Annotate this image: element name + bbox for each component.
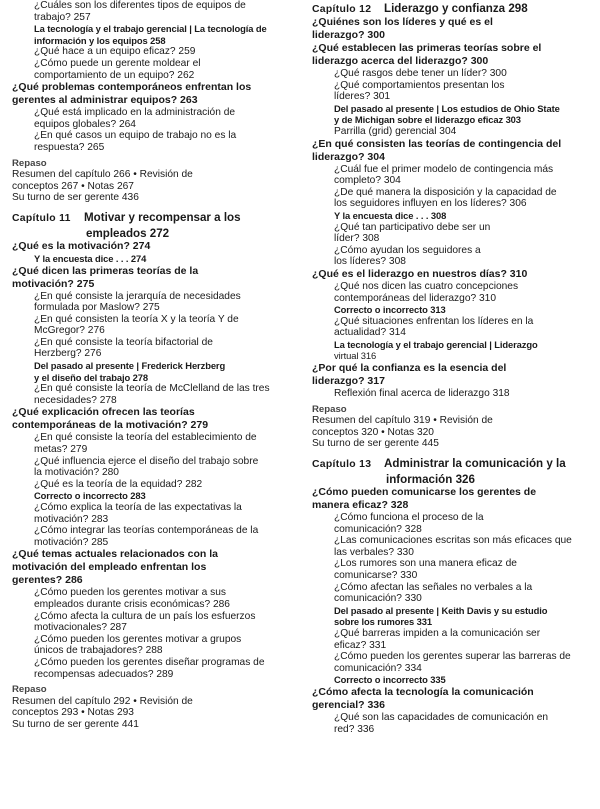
toc-section-heading: motivación del empleado enfrentan los [12,561,207,574]
toc-entry: ¿Cómo pueden los gerentes superar las barreras de [334,651,571,663]
toc-entry: Resumen del capítulo 319 • Revisión de [312,415,493,427]
toc-entry: ¿Los rumores son una manera eficaz de [334,558,517,570]
toc-feature-entry: Del pasado al presente | Frederick Herzberg [34,360,226,372]
toc-entry: equipos globales? 264 [34,118,136,130]
toc-entry: motivacionales? 287 [34,622,127,634]
toc-entry: Resumen del capítulo 266 • Revisión de [12,169,193,181]
toc-section-heading: ¿Qué temas actuales relacionados con la [12,548,218,561]
toc-section-heading: ¿Cómo afecta la tecnología la comunicación [312,685,534,698]
toc-entry: ¿De qué manera la disposición y la capacidad de [334,186,557,198]
toc-entry: comunicación? 334 [334,662,422,674]
toc-entry: Su turno de ser gerente 445 [312,438,439,450]
chapter-heading [312,2,592,16]
chapter-label: Capítulo 12 [312,4,372,15]
toc-entry: motivación? 285 [34,536,109,548]
toc-section-heading: ¿Por qué la confianza es la esencia del [312,362,507,375]
toc-section-heading: ¿Qué explicación ofrecen las teorías [12,406,195,419]
toc-feature-entry: La tecnología y el trabajo gerencial | La tecnología de [34,23,267,35]
toc-feature-entry: Y la encuesta dice . . . 274 [34,252,147,264]
toc-entry: trabajo? 257 [34,11,91,23]
chapter-title: Motivar y recompensar a los [84,210,241,224]
chapter-title: Administrar la comunicación y la [384,457,566,471]
toc-section-heading: gerentes al administrar equipos? 263 [12,94,198,107]
toc-entry: completo? 304 [334,175,401,187]
toc-section-heading: manera eficaz? 328 [312,499,409,512]
toc-entry: comunicación? 330 [334,593,422,605]
right-column [312,0,592,735]
toc-feature-entry: Del pasado al presente | Keith Davis y su estudio [334,604,548,616]
toc-feature-entry: Correcto o incorrecto 335 [334,674,446,686]
toc-entry: conceptos 293 • Notas 293 [12,707,134,719]
toc-feature-entry: y el diseño del trabajo 278 [34,371,149,383]
toc-section-heading: información 326 [386,473,475,487]
toc-entry: ¿Cómo integrar las teorías contemporáneas de la [34,525,259,537]
toc-section-heading: motivación? 275 [12,277,95,290]
toc-section-heading: gerentes? 286 [12,574,83,587]
toc-entry: ¿En qué consiste la teoría bifactorial de [34,336,213,348]
toc-entry: ¿Cómo afectan las señales no verbales a la [334,581,533,593]
toc-feature-entry: virtual 316 [334,350,377,362]
toc-entry: metas? 279 [34,444,88,456]
toc-entry: líderes? 301 [334,91,391,103]
toc-entry: la motivación? 280 [34,467,119,479]
toc-entry: Herzberg? 276 [34,348,102,360]
toc-entry: Su turno de ser gerente 441 [12,718,139,730]
chapter-label: Capítulo 11 [12,212,71,224]
toc-entry: respuesta? 265 [34,141,105,153]
toc-entry: ¿Qué barreras impiden a la comunicación ser [334,627,541,639]
toc-entry: McGregor? 276 [34,325,105,337]
toc-entry: red? 336 [334,723,375,735]
toc-entry: comportamiento de un equipo? 262 [34,69,195,81]
toc-entry: Reflexión final acerca de liderazgo 318 [334,388,510,400]
toc-section-heading: empleados 272 [86,226,170,240]
toc-entry: ¿Cómo ayudan los seguidores a [334,244,481,256]
toc-section-heading: ¿Quiénes son los líderes y qué es el [312,16,493,28]
toc-entry: ¿Cómo pueden los gerentes motivar a sus [34,587,226,599]
toc-entry: ¿Qué nos dicen las cuatro concepciones [334,280,519,292]
toc-entry: ¿En qué consisten la teoría X y la teoría Y de [34,313,239,325]
toc-entry: las verbales? 330 [334,546,414,558]
toc-entry: ¿Cómo pueden los gerentes motivar a grupos [34,633,242,645]
toc-entry: comunicarse? 330 [334,570,418,581]
toc-entry: ¿Cómo funciona el proceso de la [334,512,484,524]
toc-entry: Su turno de ser gerente 436 [12,192,139,204]
toc-entry: ¿Cómo afecta la cultura de un país los esfuerzos [34,610,256,622]
toc-feature-entry: La tecnología y el trabajo gerencial | Liderazgo [334,338,538,350]
toc-feature-entry: y de Michigan sobre el liderazgo eficaz 303 [334,114,521,126]
chapter-title: Liderazgo y confianza 298 [384,2,528,15]
toc-entry: los líderes? 308 [334,256,406,268]
toc-entry: ¿Cómo explica la teoría de las expectativas la [34,502,242,513]
toc-entry: ¿En qué consiste la jerarquía de necesidades [34,290,241,302]
toc-section-heading: liderazgo? 304 [312,150,385,163]
toc-entry: comunicación? 328 [334,523,422,535]
toc-entry: formulada por Maslow? 275 [34,302,160,314]
toc-entry: eficaz? 331 [334,639,387,651]
toc-feature-entry: Y la encuesta dice . . . 308 [334,209,447,221]
toc-section-heading: ¿En qué consisten las teorías de contingencia del [312,137,562,150]
review-label: Repaso [312,403,347,415]
toc-entry: ¿En qué consiste la teoría de McClelland de las tres [34,383,270,395]
review-label: Repaso [12,157,47,169]
toc-section-heading: ¿Qué establecen las primeras teorías sobre el [312,42,542,54]
chapter-label: Capítulo 13 [312,459,372,471]
toc-entry: ¿En qué casos un equipo de trabajo no es la [34,130,237,142]
toc-feature-entry: Correcto o incorrecto 313 [334,304,446,316]
toc-entry: los seguidores influyen en los líderes? 306 [334,198,527,210]
chapter-heading [312,457,592,471]
toc-entry: necesidades? 278 [34,394,117,406]
toc-entry: actualidad? 314 [334,327,406,339]
toc-entry: ¿Qué situaciones enfrentan los líderes en la [334,315,534,327]
toc-entry: ¿Qué son las capacidades de comunicación en [334,711,549,723]
toc-entry: ¿Las comunicaciones escritas son más eficaces que [334,535,572,547]
toc-entry: contemporáneas del liderazgo? 310 [334,292,496,304]
toc-entry: ¿En qué consiste la teoría del establecimiento de [34,432,257,444]
toc-section-heading: ¿Qué problemas contemporáneos enfrentan los [12,81,252,94]
toc-section-heading: ¿Qué es la motivación? 274 [12,239,151,252]
chapter-heading [12,211,300,225]
section-gap [312,450,592,455]
toc-entry: conceptos 320 • Notas 320 [312,426,434,438]
toc-section-heading: ¿Qué es el liderazgo en nuestros días? 310 [312,267,528,280]
toc-entry: ¿Qué rasgos debe tener un líder? 300 [334,68,507,79]
toc-section-heading: ¿Qué dicen las primeras teorías de la [12,264,199,277]
toc-entry: ¿Qué es la teoría de la equidad? 282 [34,478,203,490]
toc-entry: ¿Qué comportamientos presentan los [334,79,505,91]
toc-section-heading: liderazgo? 317 [312,375,385,388]
toc-entry: Resumen del capítulo 292 • Revisión de [12,695,193,707]
review-label: Repaso [12,684,47,696]
toc-section-heading: contemporáneas de la motivación? 279 [12,419,209,432]
section-gap [12,204,300,209]
toc-feature-entry: sobre los rumores 331 [334,616,432,628]
toc-entry: motivación? 283 [34,513,109,525]
toc-entry: únicos de trabajadores? 288 [34,645,163,657]
toc-entry: ¿Cómo pueden los gerentes diseñar programas de [34,656,265,668]
toc-section-heading: gerencial? 336 [312,698,385,711]
toc-entry: ¿Qué tan participativo debe ser un [334,221,491,233]
toc-section-heading: liderazgo acerca del liderazgo? 300 [312,55,489,67]
left-column [12,0,300,731]
toc-entry: ¿Qué hace a un equipo eficaz? 259 [34,46,196,58]
toc-entry: recompensas adecuados? 289 [34,668,174,680]
toc-entry: conceptos 267 • Notas 267 [12,180,134,192]
toc-entry: ¿Cuál fue el primer modelo de contingencia más [334,163,554,175]
toc-entry: líder? 308 [334,233,380,245]
toc-entry: Parrilla (grid) gerencial 304 [334,125,457,137]
toc-section-heading: ¿Cómo pueden comunicarse los gerentes de [312,486,537,499]
toc-section-heading: liderazgo? 300 [312,29,385,41]
toc-entry: ¿Qué está implicado en la administración de [34,107,236,119]
toc-feature-entry: Del pasado al presente | Los estudios de Ohio State [334,102,560,114]
toc-entry: empleados durante crisis económicas? 286 [34,598,230,610]
toc-entry: ¿Cuáles son los diferentes tipos de equipos de [34,0,246,11]
toc-entry: ¿Qué influencia ejerce el diseño del trabajo sobre [34,455,259,467]
toc-feature-entry: información y los equipos 258 [34,34,166,46]
toc-feature-entry: Correcto o incorrecto 283 [34,490,146,502]
toc-entry: ¿Cómo puede un gerente moldear el [34,57,201,69]
